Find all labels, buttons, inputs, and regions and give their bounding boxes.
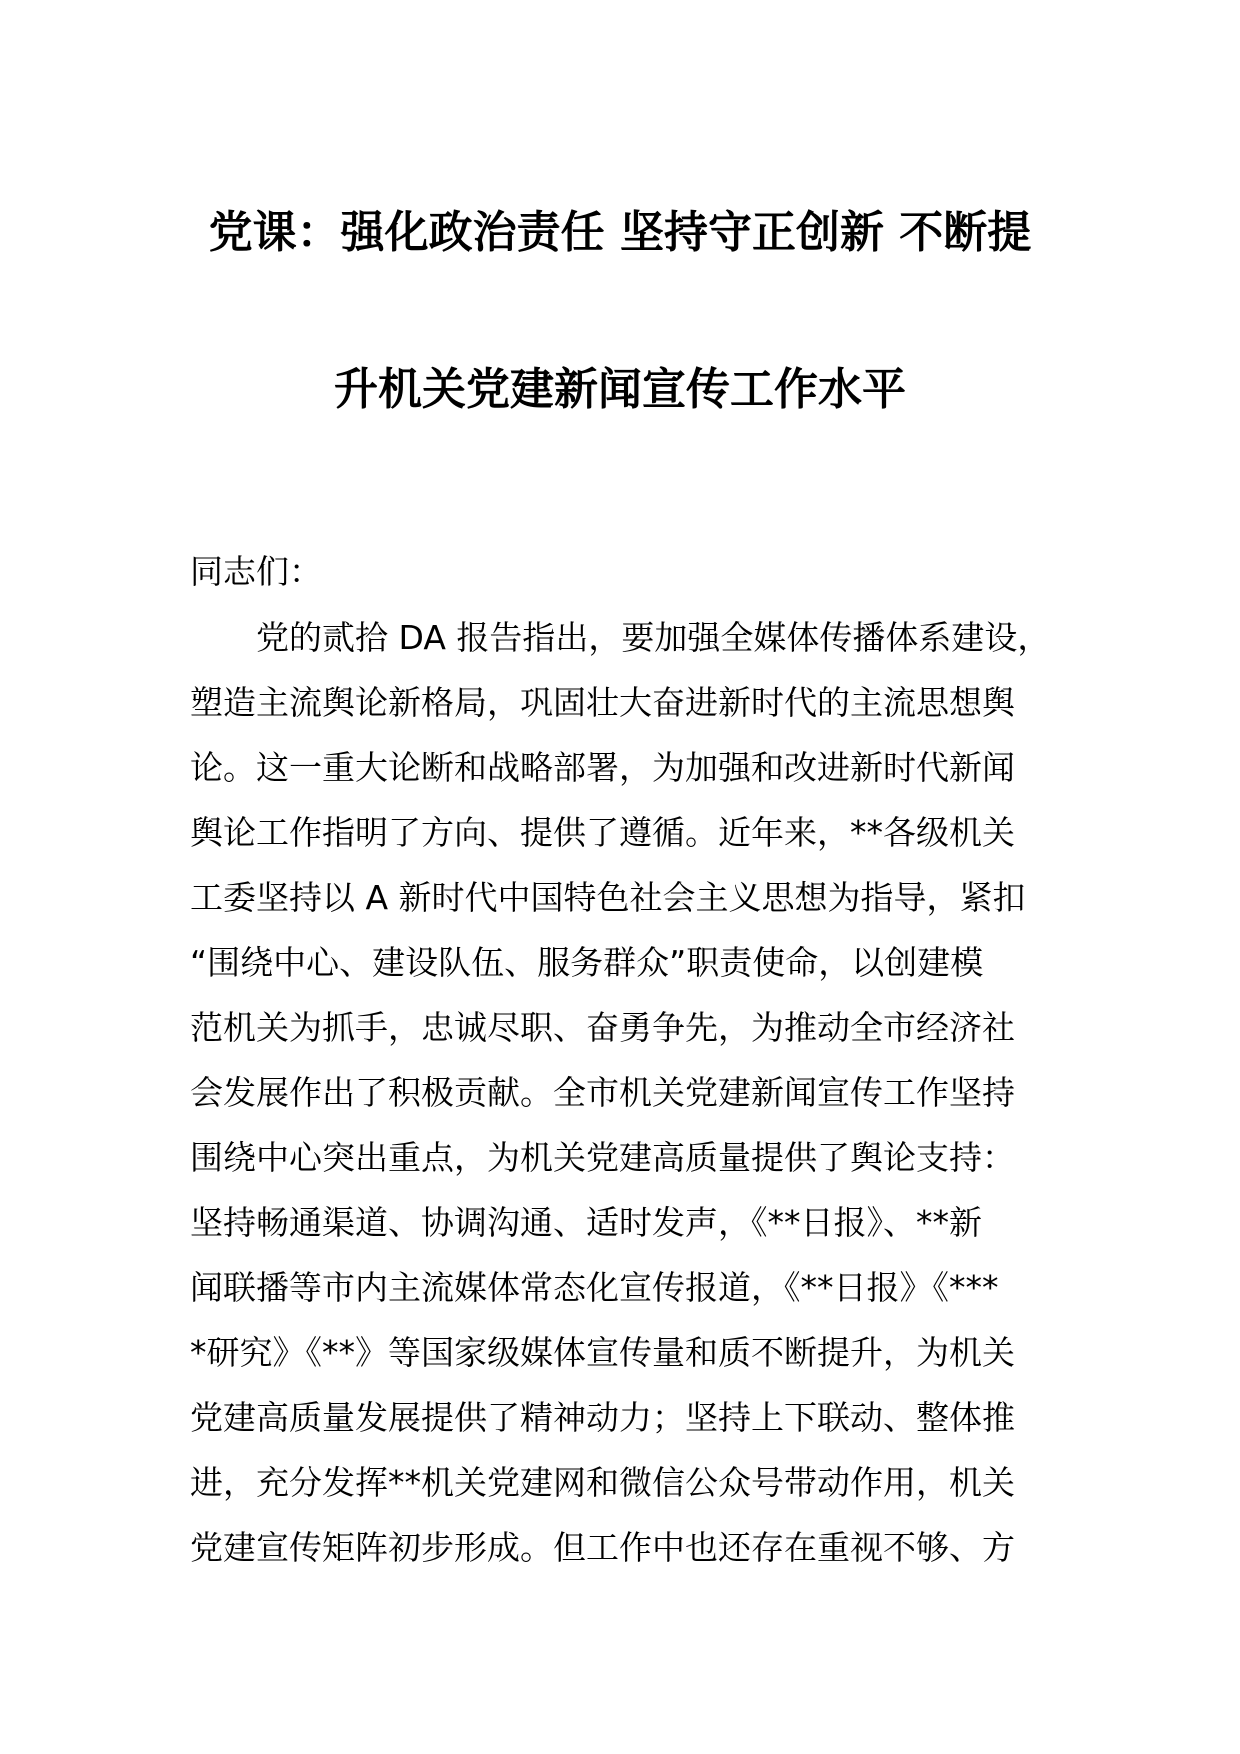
salutation: 同志们： bbox=[190, 552, 322, 591]
paragraph-line: 塑造主流舆论新格局，巩固壮大奋进新时代的主流思想舆 bbox=[190, 683, 1015, 722]
paragraph-line: 会发展作出了积极贡献。全市机关党建新闻宣传工作坚持 bbox=[190, 1073, 1015, 1112]
paragraph-line: 工委坚持以 A 新时代中国特色社会主义思想为指导，紧扣 bbox=[190, 878, 1026, 917]
paragraph-line: 论。这一重大论断和战略部署，为加强和改进新时代新闻 bbox=[190, 748, 1015, 787]
paragraph-line: 党建高质量发展提供了精神动力；坚持上下联动、整体推 bbox=[190, 1398, 1015, 1437]
paragraph-line: 舆论工作指明了方向、提供了遵循。近年来，**各级机关 bbox=[190, 813, 1015, 852]
paragraph-line: “围绕中心、建设队伍、服务群众”职责使命，以创建模 bbox=[190, 943, 984, 982]
paragraph-line: 党的贰拾 DA 报告指出，要加强全媒体传播体系建设， bbox=[190, 618, 1051, 657]
title-line-1: 党课：强化政治责任 坚持守正创新 不断提 bbox=[208, 207, 1032, 258]
paragraph-line: 党建宣传矩阵初步形成。但工作中也还存在重视不够、方 bbox=[190, 1528, 1015, 1567]
paragraph-line: 进，充分发挥**机关党建网和微信公众号带动作用，机关 bbox=[190, 1463, 1015, 1502]
paragraph-line: 范机关为抓手，忠诚尽职、奋勇争先，为推动全市经济社 bbox=[190, 1008, 1015, 1047]
paragraph-line: 闻联播等市内主流媒体常态化宣传报道，《**日报》《*** bbox=[190, 1268, 999, 1307]
title-line-2: 升机关党建新闻宣传工作水平 bbox=[334, 364, 906, 415]
paragraph-line: 围绕中心突出重点，为机关党建高质量提供了舆论支持： bbox=[190, 1138, 1015, 1177]
paragraph-line: 坚持畅通渠道、协调沟通、适时发声，《**日报》、**新 bbox=[190, 1203, 982, 1242]
paragraph-line: *研究》《**》等国家级媒体宣传量和质不断提升，为机关 bbox=[190, 1333, 1015, 1372]
